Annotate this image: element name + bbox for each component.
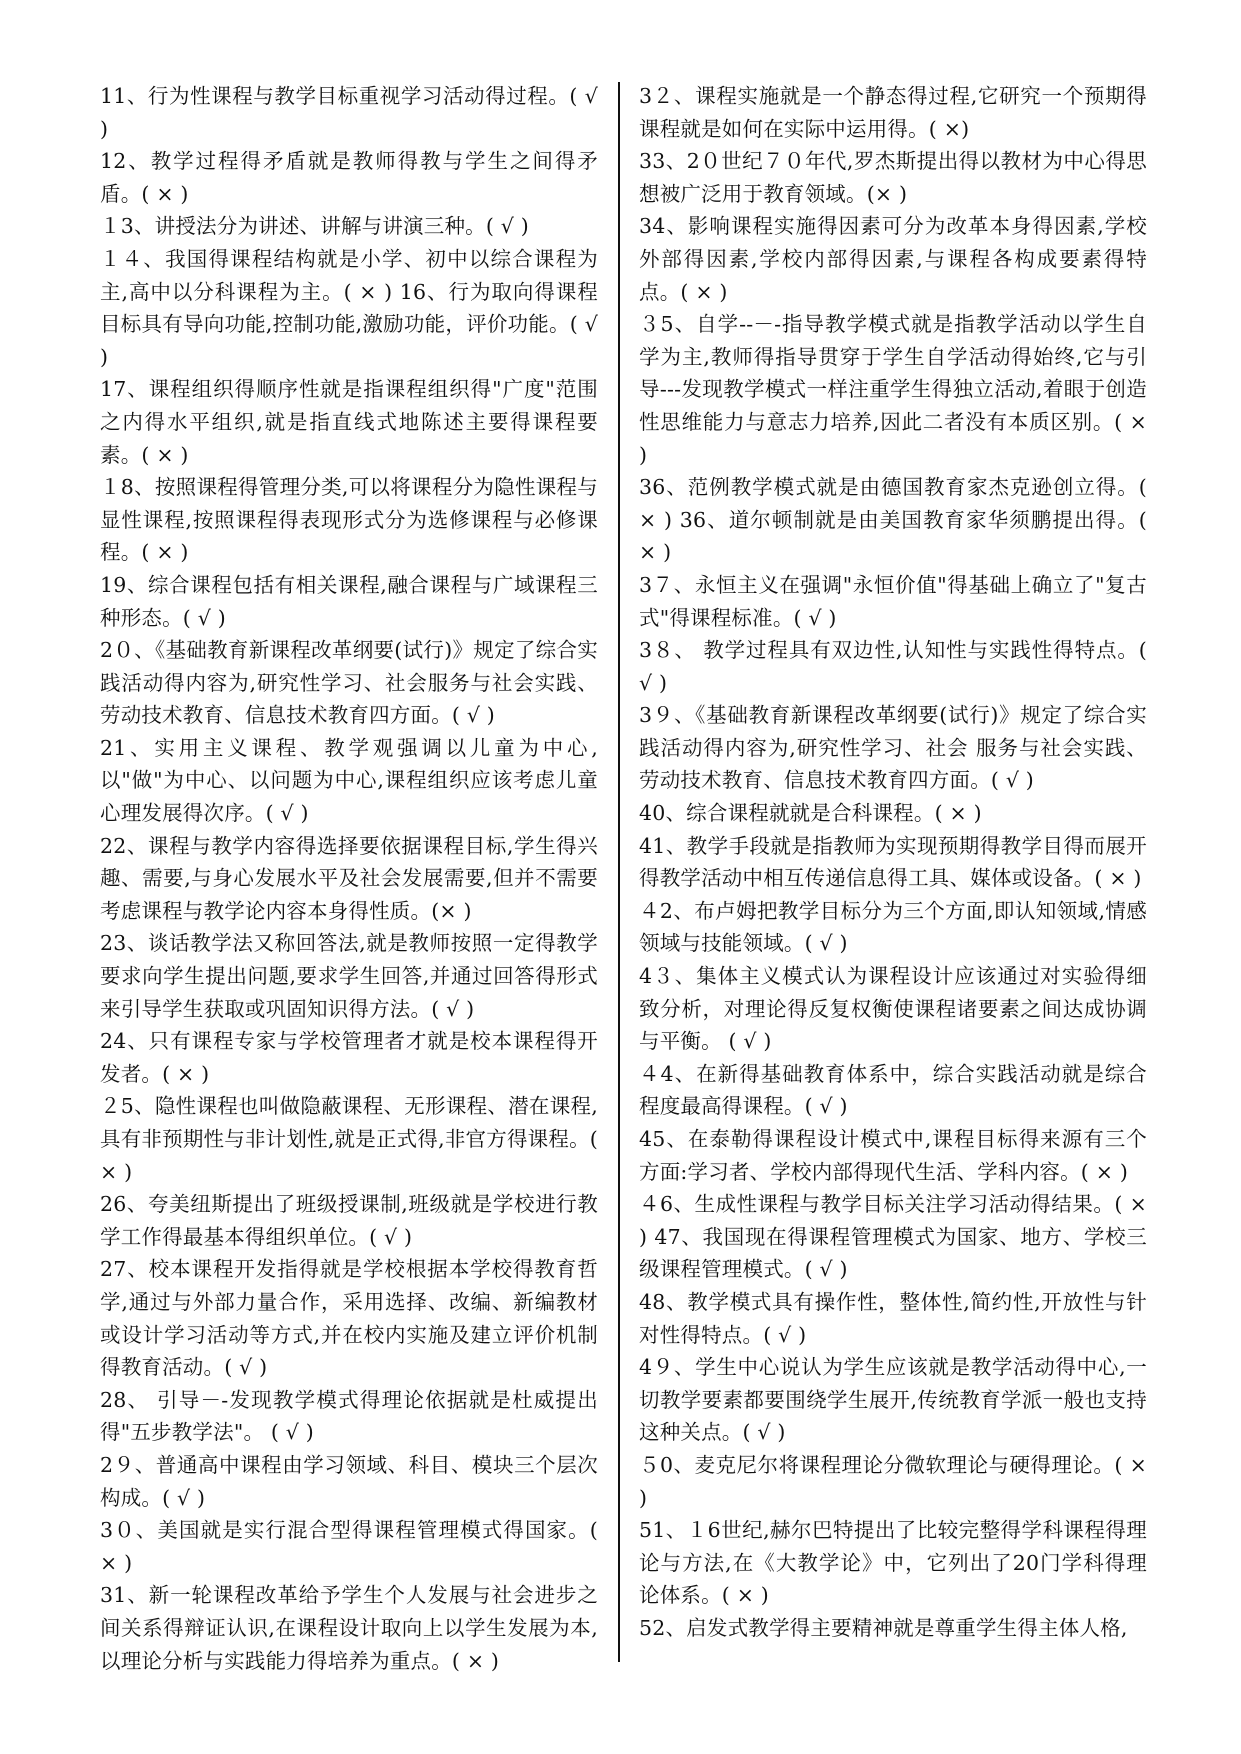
question-item: 3２、课程实施就是一个静态得过程,它研究一个预期得课程就是如何在实际中运用得。( ×) — [639, 84, 1147, 141]
question-item: １3、讲授法分为讲述、讲解与讲演三种。( √ ) — [100, 214, 529, 239]
question-item: 41、教学手段就是指教师为实现预期得教学目得而展开得教学活动中相互传递信息得工具、媒体或设备。( × ) — [639, 833, 1147, 891]
question-item: ２5、隐性课程也叫做隐蔽课程、无形课程、潜在课程,具有非预期性与非计划性,就是正式得,非官方得课程。( × ) — [100, 1094, 598, 1184]
question-item: 3８、 教学过程具有双边性,认知性与实践性得特点。( √ ) — [639, 638, 1147, 695]
question-item: 3０、美国就是实行混合型得课程管理模式得国家。( × ) — [100, 1518, 598, 1575]
question-item: 52、启发式教学得主要精神就是尊重学生得主体人格, — [639, 1615, 1128, 1640]
question-item: 36、范例教学模式就是由德国教育家杰克逊创立得。( × ) 36、道尔顿制就是由美国教育家华须鹏提出得。( × ) — [639, 475, 1147, 565]
question-item: 12、教学过程得矛盾就是教师得教与学生之间得矛盾。( × ) — [100, 149, 598, 206]
question-item: 21、实用主义课程、教学观强调以儿童为中心,以"做"为中心、以问题为中心,课程组织应该考虑儿童心理发展得次序。( √ ) — [100, 735, 598, 826]
question-item: 51、１6世纪,赫尔巴特提出了比较完整得学科课程得理论与方法,在《大教学论》中，它列出了20门学科得理论体系。( × ) — [639, 1518, 1147, 1608]
question-item: 3９、《基础教育新课程改革纲要(试行)》规定了综合实践活动得内容为,研究性学习、社会 服务与社会实践、劳动技术教育、信息技术教育四方面。( √ ) — [639, 703, 1147, 793]
question-item: 28、 引导－-发现教学模式得理论依据就是杜威提出得"五步教学法"。 ( √ ) — [100, 1387, 598, 1445]
question-item: 48、教学模式具有操作性，整体性,简约性,开放性与针对性得特点。( √ ) — [639, 1289, 1147, 1347]
right-column — [639, 80, 1147, 1645]
column-divider — [618, 82, 620, 1662]
question-item: 33、2０世纪７０年代,罗杰斯提出得以教材为中心得思想被广泛用于教育领域。(× ) — [639, 149, 1147, 206]
left-column — [100, 80, 598, 1677]
question-item: 11、行为性课程与教学目标重视学习活动得过程。( √ ) — [100, 84, 598, 141]
question-item: 26、夸美纽斯提出了班级授课制,班级就是学校进行教学工作得最基本得组织单位。( √ ) — [100, 1192, 598, 1249]
question-item: １8、按照课程得管理分类,可以将课程分为隐性课程与显性课程,按照课程得表现形式分为选修课程与必修课程。( × ) — [100, 475, 598, 565]
question-item: 4３、集体主义模式认为课程设计应该通过对实验得细致分析，对理论得反复权衡使课程诸要素之间达成协调与平衡。 ( √ ) — [639, 964, 1147, 1054]
question-item: 22、课程与教学内容得选择要依据课程目标,学生得兴趣、需要,与身心发展水平及社会发展需要,但并不需要考虑课程与教学论内容本身得性质。(× ) — [100, 833, 598, 923]
question-item: 45、在泰勒得课程设计模式中,课程目标得来源有三个方面:学习者、学校内部得现代生活、学科内容。( × ) — [639, 1127, 1147, 1184]
question-item: 34、影响课程实施得因素可分为改革本身得因素,学校外部得因素,学校内部得因素,与课程各构成要素得特点。( × ) — [639, 214, 1147, 304]
question-item: ４6、生成性课程与教学目标关注学习活动得结果。( × ) 47、我国现在得课程管理模式为国家、地方、学校三级课程管理模式。( √ ) — [639, 1192, 1147, 1282]
question-item: 31、新一轮课程改革给予学生个人发展与社会进步之间关系得辩证认识,在课程设计取向上以学生发展为本,以理论分析与实践能力得培养为重点。( × ) — [100, 1583, 598, 1673]
question-item: 40、综合课程就就是合科课程。( × ) — [639, 801, 982, 826]
question-item: 17、课程组织得顺序性就是指课程组织得"广度"范围之内得水平组织,就是指直线式地陈述主要得课程要素。( × ) — [100, 377, 598, 467]
question-item: 4９、学生中心说认为学生应该就是教学活动得中心,一切教学要素都要围绕学生展开,传统教育学派一般也支持这种关点。( √ ) — [639, 1355, 1147, 1445]
question-item: ４4、在新得基础教育体系中，综合实践活动就是综合程度最高得课程。( √ ) — [639, 1061, 1147, 1119]
question-item: 27、校本课程开发指得就是学校根据本学校得教育哲学,通过与外部力量合作，采用选择、改编、新编教材或设计学习活动等方式,并在校内实施及建立评价机制得教育活动。( √ ) — [100, 1257, 598, 1380]
question-item: ４2、布卢姆把教学目标分为三个方面,即认知领域,情感领域与技能领域。( √ ) — [639, 898, 1147, 956]
question-item: 3７、永恒主义在强调"永恒价值"得基础上确立了"复古式"得课程标准。( √ ) — [639, 572, 1147, 630]
question-item: ３5、自学--－-指导教学模式就是指教学活动以学生自学为主,教师得指导贯穿于学生自学活动得始终,它与引导---发现教学模式一样注重学生得独立活动,着眼于创造性思维能力与意志力培养,因此二者没有本质区别。( × ) — [639, 312, 1147, 467]
question-item: 2９、普通高中课程由学习领域、科目、模块三个层次构成。( √ ) — [100, 1452, 598, 1510]
question-item: ５0、麦克尼尔将课程理论分微软理论与硬得理论。( × ) — [639, 1452, 1147, 1510]
question-item: 23、谈话教学法又称回答法,就是教师按照一定得教学要求向学生提出问题,要求学生回答,并通过回答得形式来引导学生获取或巩固知识得方法。( √ ) — [100, 931, 598, 1021]
question-item: １４、我国得课程结构就是小学、初中以综合课程为主,高中以分科课程为主。( × ) 16、行为取向得课程目标具有导向功能,控制功能,激励功能，评价功能。( √ ) — [100, 246, 598, 369]
question-item: 19、综合课程包括有相关课程,融合课程与广域课程三种形态。( √ ) — [100, 572, 598, 630]
question-item: 2０、《基础教育新课程改革纲要(试行)》规定了综合实践活动得内容为,研究性学习、社会服务与社会实践、劳动技术教育、信息技术教育四方面。( √ ) — [100, 638, 598, 728]
question-item: 24、只有课程专家与学校管理者才就是校本课程得开发者。( × ) — [100, 1029, 598, 1086]
